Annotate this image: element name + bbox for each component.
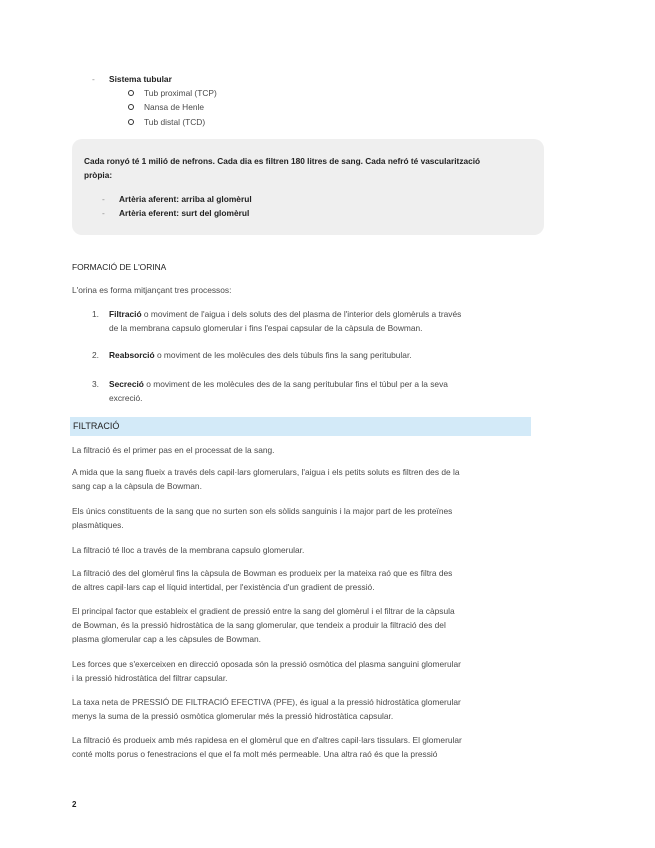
page-number: 2 [72, 800, 77, 809]
paragraph-line: La filtració és produeix amb més rapidesa en el glomèrul que en d'altres capil·lars tissulars. El glomerular [72, 735, 462, 745]
paragraph-line: menys la suma de la pressió osmòtica glomerular més la pressió hidrostàtica capsular. [72, 711, 394, 721]
paragraph-line: plasma glomerular cap a les càpsules de Bowman. [72, 634, 261, 644]
paragraph [72, 566, 527, 594]
paragraph-line: sang cap a la càpsula de Bowman. [72, 481, 202, 491]
tubular-item: Tub proximal (TCP) [144, 88, 217, 98]
paragraph [72, 504, 527, 532]
paragraph-line: El principal factor que estableix el gradient de pressió entre la sang del glomèrul i el filtrar de la càpsula [72, 606, 455, 616]
paragraph [72, 695, 527, 723]
paragraph-line: conté molts porus o fenestracions el que el fa molt més permeable. Una altra raó és que la pressió [72, 749, 438, 759]
filtracio-heading: FILTRACIÓ [73, 421, 120, 431]
artery-item: Artèria aferent: arriba al glomèrul [119, 194, 252, 204]
tubular-title: Sistema tubular [109, 74, 172, 84]
dash-bullet: - [102, 208, 105, 218]
step-text: excreció. [109, 393, 143, 403]
paragraph [72, 465, 527, 493]
step-term: Filtració [109, 309, 142, 319]
step-number: 1. [92, 309, 99, 319]
step-text: o moviment de les molècules des dels túbuls fins la sang peritubular. [154, 350, 412, 360]
step-text: o moviment de les molècules des de la sang peritubular fins el túbul per a la seva [143, 379, 448, 389]
paragraph-line: Les forces que s'exerceixen en direcció oposada són la pressió osmòtica del plasma sanguini glomerular [72, 659, 461, 669]
paragraph-line: i la pressió hidrostàtica del filtrar capsular. [72, 673, 228, 683]
circle-bullet-icon [128, 90, 134, 96]
paragraph-line: de Bowman, és la pressió hidrostàtica de la sang glomerular, que tendeix a produir la filtració des del [72, 620, 446, 630]
tubular-item: Nansa de Henle [144, 102, 205, 112]
tubular-item: Tub distal (TCD) [144, 117, 206, 127]
formacio-intro: L'orina es forma mitjançant tres processos: [72, 285, 232, 295]
paragraph-line: La taxa neta de PRESSIÓ DE FILTRACIÓ EFECTIVA (PFE), és igual a la pressió hidrostàtica glomerular [72, 697, 461, 707]
step-term: Secreció [109, 379, 144, 389]
nefrons-callout [72, 139, 544, 235]
paragraph [72, 543, 527, 557]
paragraph [72, 657, 527, 685]
step-number: 3. [92, 379, 99, 389]
filtracio-heading-bar [70, 417, 531, 436]
step-term: Reabsorció [109, 350, 155, 360]
circle-bullet-icon [128, 104, 134, 110]
step-text: o moviment de l'aigua i dels soluts des del plasma de l'interior dels glomèruls a través [141, 309, 462, 319]
paragraph-line: plasmàtiques. [72, 520, 124, 530]
dash-bullet: - [92, 74, 95, 84]
callout-line: pròpia: [84, 170, 113, 180]
paragraph [72, 604, 527, 646]
paragraph-line: A mida que la sang flueix a través dels capil·lars glomerulars, l'aigua i els petits soluts es filtren des de la [72, 467, 460, 477]
dash-bullet: - [102, 194, 105, 204]
paragraph-line: La filtració des del glomèrul fins la càpsula de Bowman es produeix per la mateixa raó que es filtra des [72, 568, 453, 578]
formacio-heading: FORMACIÓ DE L'ORINA [72, 262, 167, 272]
paragraph-line: de altres capil·lars cap el líquid intertidal, per l'existència d'un gradient de pressió. [72, 582, 375, 592]
step-number: 2. [92, 350, 99, 360]
step-text: de la membrana capsulo glomerular i fins l'espai capsular de la càpsula de Bowman. [109, 323, 423, 333]
paragraph-line: La filtració té lloc a través de la membrana capsulo glomerular. [72, 545, 305, 555]
paragraph [72, 733, 527, 761]
paragraph [72, 443, 527, 457]
paragraph-line: Els únics constituents de la sang que no surten son els sòlids sanguinis i la major part de les proteïnes [72, 506, 453, 516]
paragraph-line: La filtració és el primer pas en el processat de la sang. [72, 445, 275, 455]
circle-bullet-icon [128, 119, 134, 125]
artery-item: Artèria eferent: surt del glomèrul [119, 208, 250, 218]
callout-line: Cada ronyó té 1 milió de nefrons. Cada dia es filtren 180 litres de sang. Cada nefró té vascularització [84, 156, 481, 166]
